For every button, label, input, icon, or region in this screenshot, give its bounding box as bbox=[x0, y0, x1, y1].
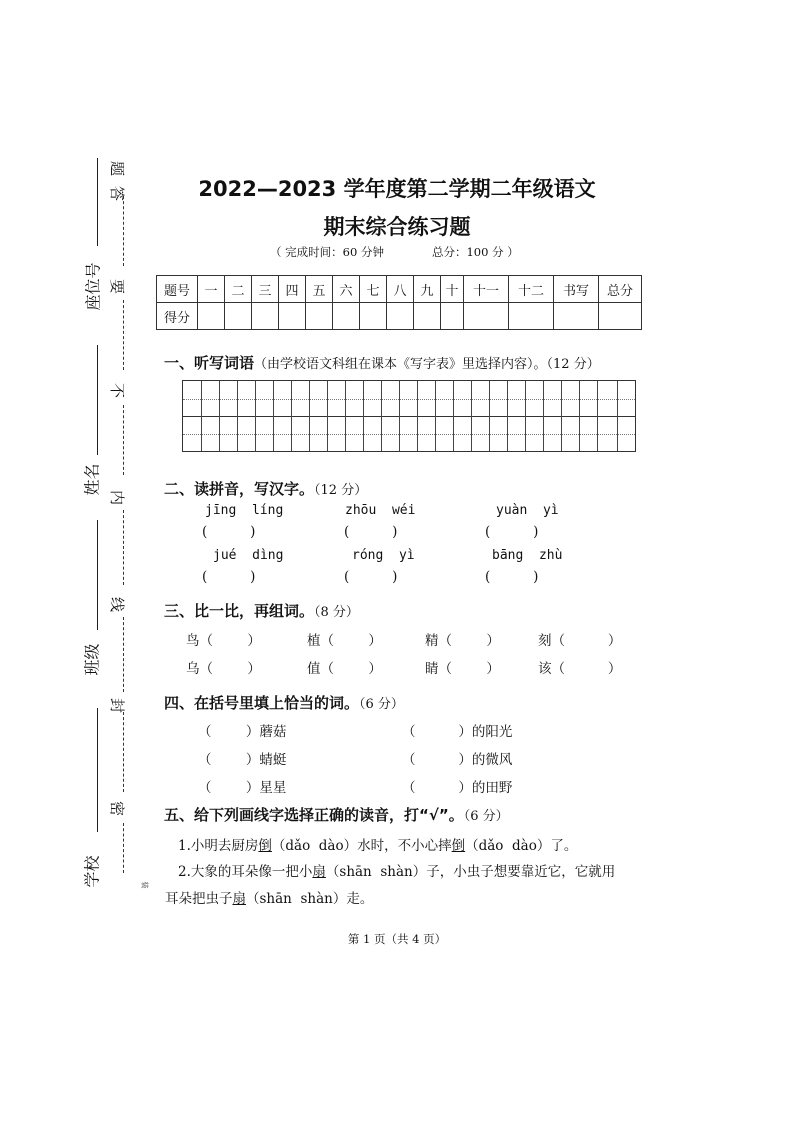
grid-column-line bbox=[381, 381, 382, 451]
section-4-heading bbox=[164, 692, 404, 713]
question-text[interactable]: （dǎo dào）水时，不小心摔 bbox=[271, 838, 452, 854]
word-item[interactable]: 值（ ） bbox=[307, 661, 382, 677]
word-item[interactable]: 刻（ ） bbox=[538, 633, 622, 649]
pinyin: jué dìng bbox=[213, 548, 284, 563]
grid-guide bbox=[183, 434, 635, 435]
score-table-score-row bbox=[157, 303, 642, 330]
grid-column-line bbox=[471, 381, 472, 451]
seal-line-segment bbox=[123, 405, 124, 475]
grid-column-line bbox=[489, 381, 490, 451]
class-label: 班级 bbox=[82, 643, 102, 676]
table-cell: 书写 bbox=[554, 276, 599, 303]
table-cell: 六 bbox=[333, 276, 360, 303]
section-note: （12 分） bbox=[314, 483, 368, 498]
section-note: （由学校语文科组在课本《写字表》里选择内容）。（12 分） bbox=[254, 357, 600, 372]
phrase-item[interactable]: （ ）的微风 bbox=[402, 752, 513, 768]
table-cell: 二 bbox=[225, 276, 252, 303]
exam-info bbox=[270, 244, 519, 260]
answer-blank[interactable]: ( ) bbox=[202, 524, 256, 540]
question-text: 2.大象的耳朵像一把小 bbox=[178, 864, 313, 880]
school-underline bbox=[97, 708, 98, 832]
exam-title: 2022—2023 学年度第二学期二年级语文 bbox=[198, 177, 596, 201]
section-title: 二、读拼音，写汉字。 bbox=[164, 480, 315, 498]
pinyin: bāng zhù bbox=[492, 548, 563, 563]
grid-column-line bbox=[597, 381, 598, 451]
table-cell: 八 bbox=[387, 276, 414, 303]
table-cell: 得分 bbox=[157, 303, 198, 330]
small-mark: 装 bbox=[140, 881, 149, 889]
question-2-continued bbox=[165, 887, 373, 907]
exam-subtitle: 期末综合练习题 bbox=[323, 215, 471, 239]
pinyin: jīng líng bbox=[205, 503, 284, 518]
word-item[interactable]: 睛（ ） bbox=[425, 661, 500, 677]
seal-char: 要 bbox=[108, 278, 127, 295]
seal-char: 封 bbox=[108, 697, 127, 714]
table-cell: 十一 bbox=[464, 276, 509, 303]
score-cell[interactable] bbox=[441, 303, 464, 330]
grid-column-line bbox=[273, 381, 274, 451]
word-item[interactable]: 该（ ） bbox=[538, 661, 622, 677]
score-cell[interactable] bbox=[414, 303, 441, 330]
question-1 bbox=[178, 834, 577, 854]
table-cell: 三 bbox=[252, 276, 279, 303]
table-cell: 十 bbox=[441, 276, 464, 303]
score-cell[interactable] bbox=[387, 303, 414, 330]
phrase-item[interactable]: （ ）的田野 bbox=[402, 780, 513, 796]
underlined-char: 倒 bbox=[451, 838, 466, 854]
grid-column-line bbox=[237, 381, 238, 451]
table-cell: 九 bbox=[414, 276, 441, 303]
phrase-item[interactable]: （ ）蘑菇 bbox=[198, 724, 287, 740]
phrase-item[interactable]: （ ）星星 bbox=[198, 780, 287, 796]
question-text[interactable]: （dǎo dào）了。 bbox=[465, 838, 578, 854]
seal-line-segment bbox=[123, 510, 124, 585]
table-cell: 总分 bbox=[599, 276, 642, 303]
phrase-item[interactable]: （ ）蜻蜓 bbox=[198, 752, 287, 768]
grid-column-line bbox=[291, 381, 292, 451]
question-text: 1.小明去厨房 bbox=[178, 838, 259, 854]
grid-column-line bbox=[435, 381, 436, 451]
seal-char: 答 bbox=[108, 185, 127, 202]
word-item[interactable]: 植（ ） bbox=[307, 633, 382, 649]
seal-char: 不 bbox=[108, 382, 127, 399]
section-3-heading bbox=[164, 600, 359, 621]
score-cell[interactable] bbox=[279, 303, 306, 330]
grid-column-line bbox=[255, 381, 256, 451]
pinyin: zhōu wéi bbox=[345, 503, 416, 518]
section-note: （6 分） bbox=[359, 697, 404, 712]
section-title: 一、听写词语 bbox=[164, 354, 255, 372]
grid-divider bbox=[183, 416, 635, 417]
grid-column-line bbox=[309, 381, 310, 451]
grid-column-line bbox=[345, 381, 346, 451]
grid-column-line bbox=[507, 381, 508, 451]
underlined-char: 扇 bbox=[312, 864, 326, 880]
score-cell[interactable] bbox=[306, 303, 333, 330]
table-cell: 四 bbox=[279, 276, 306, 303]
seal-char: 密 bbox=[108, 800, 127, 817]
answer-blank[interactable]: ( ) bbox=[485, 524, 539, 540]
section-5-heading bbox=[164, 804, 509, 825]
underlined-char: 扇 bbox=[232, 891, 246, 907]
section-title: 三、比一比，再组词。 bbox=[164, 602, 315, 620]
class-underline bbox=[97, 520, 98, 630]
table-cell: 七 bbox=[360, 276, 387, 303]
time-limit: （ 完成时间：60 分钟 bbox=[270, 245, 384, 259]
section-2-heading bbox=[164, 478, 367, 499]
answer-blank[interactable]: ( ) bbox=[344, 569, 398, 585]
page-number: 第 1 页（共 4 页） bbox=[347, 932, 447, 946]
name-underline bbox=[97, 345, 98, 455]
grid-column-line bbox=[543, 381, 544, 451]
word-item[interactable]: 鸟（ ） bbox=[186, 633, 261, 649]
word-item[interactable]: 乌（ ） bbox=[186, 661, 261, 677]
seat-number-label: 座位号 bbox=[83, 262, 103, 311]
pinyin: yuàn yì bbox=[496, 503, 559, 518]
grid-column-line bbox=[561, 381, 562, 451]
grid-column-line bbox=[201, 381, 202, 451]
total-score: 总分：100 分 ） bbox=[431, 245, 519, 259]
seal-line-segment bbox=[123, 300, 124, 370]
question-text[interactable]: （shān shàn）子，小虫子想要靠近它，它就用 bbox=[325, 864, 616, 880]
writing-grid[interactable] bbox=[182, 380, 636, 452]
grid-column-line bbox=[525, 381, 526, 451]
seal-char: 题 bbox=[108, 160, 127, 177]
name-label: 姓名 bbox=[82, 463, 102, 496]
question-text[interactable]: （shān shàn）走。 bbox=[246, 891, 374, 907]
question-text: 耳朵把虫子 bbox=[165, 891, 233, 907]
grid-column-line bbox=[399, 381, 400, 451]
answer-blank[interactable]: ( ) bbox=[344, 524, 398, 540]
score-cell[interactable] bbox=[509, 303, 554, 330]
section-title: 四、在括号里填上恰当的词。 bbox=[164, 694, 360, 712]
grid-column-line bbox=[363, 381, 364, 451]
section-note: （8 分） bbox=[314, 605, 359, 620]
seal-line-segment bbox=[123, 823, 124, 873]
seal-char: 线 bbox=[108, 596, 127, 613]
table-cell: 一 bbox=[198, 276, 225, 303]
table-cell: 题号 bbox=[157, 276, 198, 303]
score-cell[interactable] bbox=[360, 303, 387, 330]
word-item[interactable]: 精（ ） bbox=[425, 633, 500, 649]
score-cell[interactable] bbox=[333, 303, 360, 330]
grid-column-line bbox=[617, 381, 618, 451]
answer-blank[interactable]: ( ) bbox=[485, 569, 539, 585]
question-2 bbox=[178, 860, 615, 880]
underlined-char: 倒 bbox=[258, 838, 272, 854]
table-cell: 五 bbox=[306, 276, 333, 303]
school-label: 学校 bbox=[82, 855, 102, 888]
grid-column-line bbox=[417, 381, 418, 451]
section-note: （6 分） bbox=[463, 809, 509, 824]
grid-column-line bbox=[219, 381, 220, 451]
score-cell[interactable] bbox=[225, 303, 252, 330]
seal-line-segment bbox=[123, 617, 124, 692]
seal-line-segment bbox=[123, 712, 124, 792]
score-cell[interactable] bbox=[599, 303, 642, 330]
table-cell: 十二 bbox=[509, 276, 554, 303]
score-cell[interactable] bbox=[464, 303, 509, 330]
section-title: 五、给下列画线字选择正确的读音，打“√”。 bbox=[164, 806, 464, 824]
grid-column-line bbox=[327, 381, 328, 451]
score-cell[interactable] bbox=[198, 303, 225, 330]
score-cell[interactable] bbox=[252, 303, 279, 330]
section-1-heading bbox=[164, 352, 600, 373]
score-table bbox=[156, 275, 642, 330]
seal-char: 内 bbox=[108, 489, 127, 506]
pinyin: róng yì bbox=[352, 548, 415, 563]
score-table-header-row bbox=[157, 276, 642, 303]
grid-column-line bbox=[579, 381, 580, 451]
grid-guide bbox=[183, 399, 635, 400]
score-cell[interactable] bbox=[554, 303, 599, 330]
phrase-item[interactable]: （ ）的阳光 bbox=[402, 724, 513, 740]
answer-blank[interactable]: ( ) bbox=[202, 569, 256, 585]
grid-column-line bbox=[453, 381, 454, 451]
